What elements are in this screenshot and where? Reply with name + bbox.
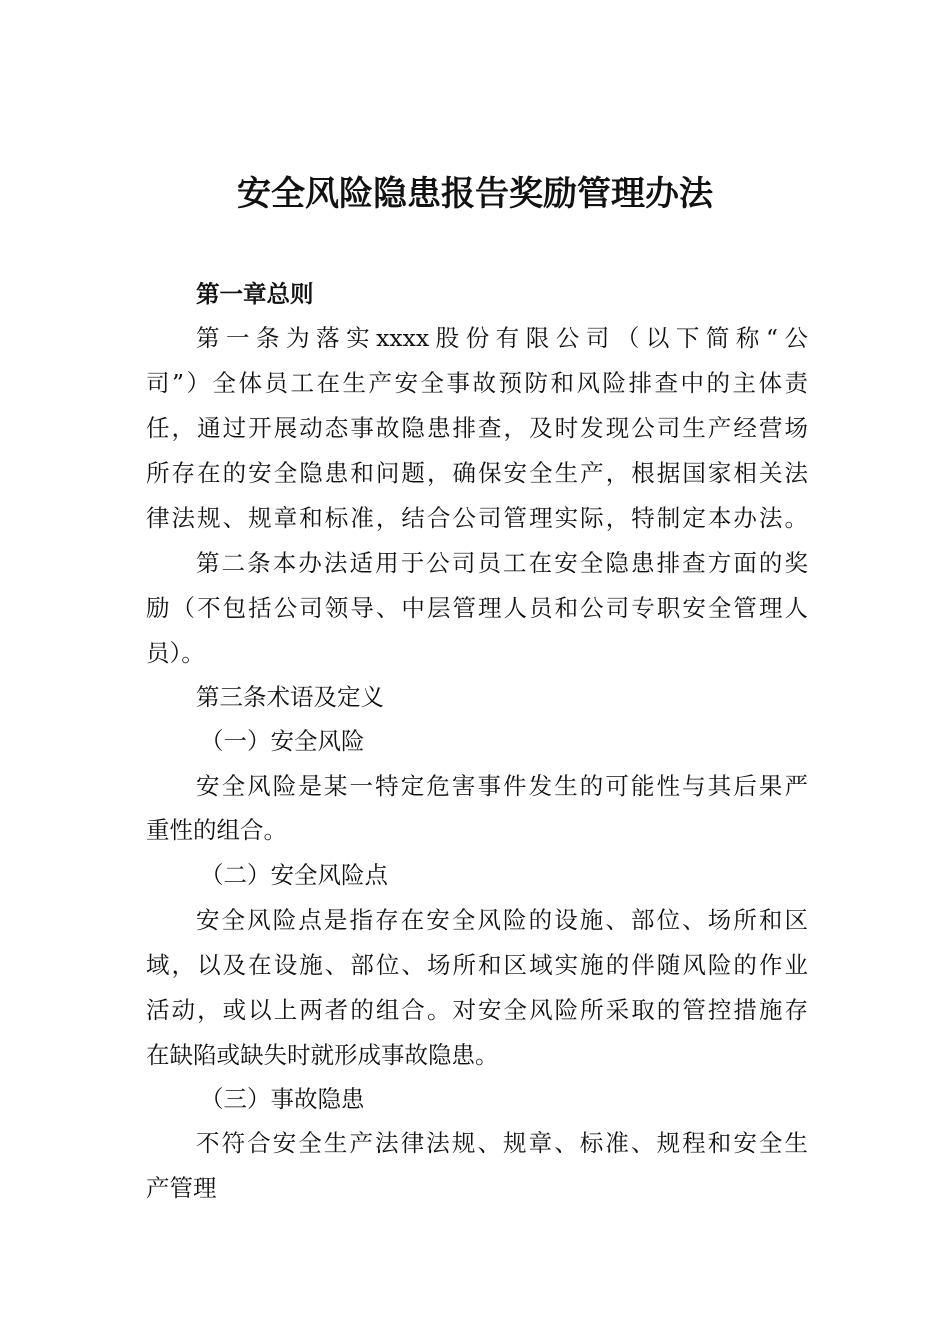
document-title: 安全风险隐患报告奖励管理办法 (237, 174, 713, 214)
article1-line-3: 任，通过开展动态事故隐患排查，及时发现公司生产经营场 (146, 414, 808, 442)
definition2-line-2: 域，以及在设施、部位、场所和区域实施的伴随风险的作业 (146, 951, 808, 979)
chapter-heading: 第一章总则 (196, 280, 314, 308)
definition1-line-1: 安全风险是某一特定危害事件发生的可能性与其后果严 (196, 772, 808, 800)
article2-line-1: 第二条本办法适用于公司员工在安全隐患排查方面的奖 (196, 549, 808, 577)
definition2-line-4: 在缺陷或缺失时就形成事故隐患。 (146, 1041, 499, 1069)
definition3-heading: （三）事故隐患 (200, 1085, 365, 1113)
definition1-heading: （一）安全风险 (200, 727, 365, 755)
definition2-heading: （二）安全风险点 (200, 861, 388, 889)
article2-line-2: 励（不包括公司领导、中层管理人员和公司专职安全管理人 (146, 594, 808, 622)
article3-heading: 第三条术语及定义 (196, 683, 384, 711)
article2-line-3: 员）。 (146, 639, 205, 667)
article1-line-2: 司”）全体员工在生产安全事故预防和风险排查中的主体责 (146, 369, 808, 397)
definition2-line-1: 安全风险点是指存在安全风险的设施、部位、场所和区 (196, 906, 808, 934)
article1-line-4: 所存在的安全隐患和问题，确保安全生产，根据国家相关法 (146, 459, 808, 487)
article1-line-5: 律法规、规章和标准，结合公司管理实际，特制定本办法。 (146, 504, 808, 532)
article1-line-1: 第一条为落实xxxx股份有限公司（以下简称“公 (196, 324, 808, 352)
definition2-line-3: 活动，或以上两者的组合。对安全风险所采取的管控措施存 (146, 996, 808, 1024)
definition3-line-1: 不符合安全生产法律法规、规章、标准、规程和安全生 (196, 1129, 808, 1157)
definition3-line-2: 产管理 (146, 1174, 217, 1202)
definition1-line-2: 重性的组合。 (146, 816, 287, 844)
